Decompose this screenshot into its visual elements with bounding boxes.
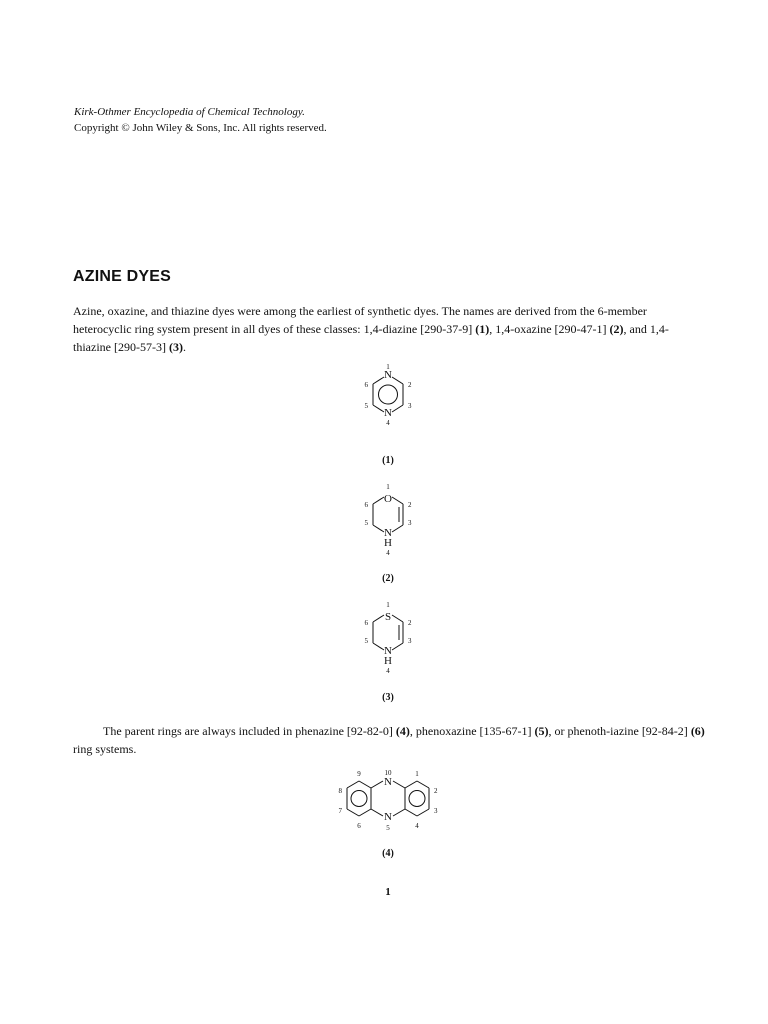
atom-s: S [384,611,392,623]
ring-number: 4 [386,419,390,427]
atom-n: N [384,527,392,539]
body-ref-6: (6) [690,724,705,738]
body-text-1: The parent rings are always included in phenazine [92-82-0] [103,724,396,738]
ring-number: 3 [434,807,438,815]
publication-title: Kirk-Othmer Encyclopedia of Chemical Technology. [74,106,305,118]
ring-number: 9 [357,770,361,778]
ring-number: 5 [364,402,368,410]
intro-ref-3: (3) [168,340,183,354]
body-text-2: , phenoxazine [135-67-1] [409,724,535,738]
structure-caption: (2) [382,573,394,584]
structure-caption: (3) [382,692,394,703]
article-title: AZINE DYES [73,268,172,285]
ring-number: 4 [386,667,390,675]
ring-number: 1 [415,770,419,778]
ring-number: 5 [386,824,390,832]
atom-n-top: N [384,369,392,381]
ring-number: 3 [408,637,412,645]
body-ref-5: (5) [534,724,549,738]
thiazine-structure [348,598,428,678]
intro-paragraph [73,302,705,356]
phenazine-ring-drawing [328,764,448,836]
ring-number: 5 [364,519,368,527]
ring-number: 6 [357,822,361,830]
intro-ref-2: (2) [609,322,624,336]
oxazine-structure [348,480,428,560]
structure-caption: (1) [382,455,394,466]
ring-number: 2 [434,787,438,795]
ring-number: 6 [364,381,368,389]
atom-n-bottom: N [384,407,392,419]
ring-number: 6 [364,619,368,627]
body-text-3: , or phenoth-iazine [92-84-2] [548,724,691,738]
atom-h: H [384,537,392,549]
ring-number: 7 [338,807,342,815]
atom-n-5: N [384,811,392,823]
structure-caption: (4) [382,848,394,859]
body-ref-4: (4) [395,724,410,738]
body-text-4: ring systems. [73,742,137,756]
ring-number: 2 [408,501,412,509]
ring-number: 2 [408,381,412,389]
running-header [74,104,327,136]
intro-text-3: , and 1,4-thiazine [290-57-3] [73,322,669,354]
copyright-suffix: John Wiley & Sons, Inc. All rights reserved. [129,122,327,134]
thiazine-ring-drawing [348,598,428,678]
ring-number: 3 [408,519,412,527]
copyright-line [74,120,327,136]
ring-number: 5 [364,637,368,645]
diazine-structure [348,360,428,432]
phenazine-structure [328,764,448,836]
ring-number: 4 [415,822,419,830]
diazine-ring-drawing [348,360,428,432]
intro-text-4: . [182,340,186,354]
body-paragraph [73,722,705,758]
ring-number: 3 [408,402,412,410]
oxazine-ring-drawing [348,480,428,560]
atom-n-10: N [384,776,392,788]
intro-ref-1: (1) [475,322,490,336]
ring-number: 4 [386,549,390,557]
ring-number: 1 [386,601,390,609]
atom-n: N [384,645,392,657]
intro-text-2: , 1,4-oxazine [290-47-1] [489,322,610,336]
atom-o: O [384,493,392,505]
ring-number: 1 [386,483,390,491]
intro-text-1: Azine, oxazine, and thiazine dyes were among the earliest of synthetic dyes. The names are derived from the 6-member heterocyclic ring system present in all dyes of these classes: 1,4-diazine [290-37-9] [73,304,647,336]
ring-number: 6 [364,501,368,509]
copyright-prefix: Copyright [74,122,122,134]
ring-number: 10 [384,769,392,777]
ring-number: 1 [386,363,390,371]
copyright-symbol: © [121,122,130,134]
page-number: 1 [385,886,391,898]
atom-h: H [384,655,392,667]
ring-number: 2 [408,619,412,627]
ring-number: 8 [338,787,342,795]
